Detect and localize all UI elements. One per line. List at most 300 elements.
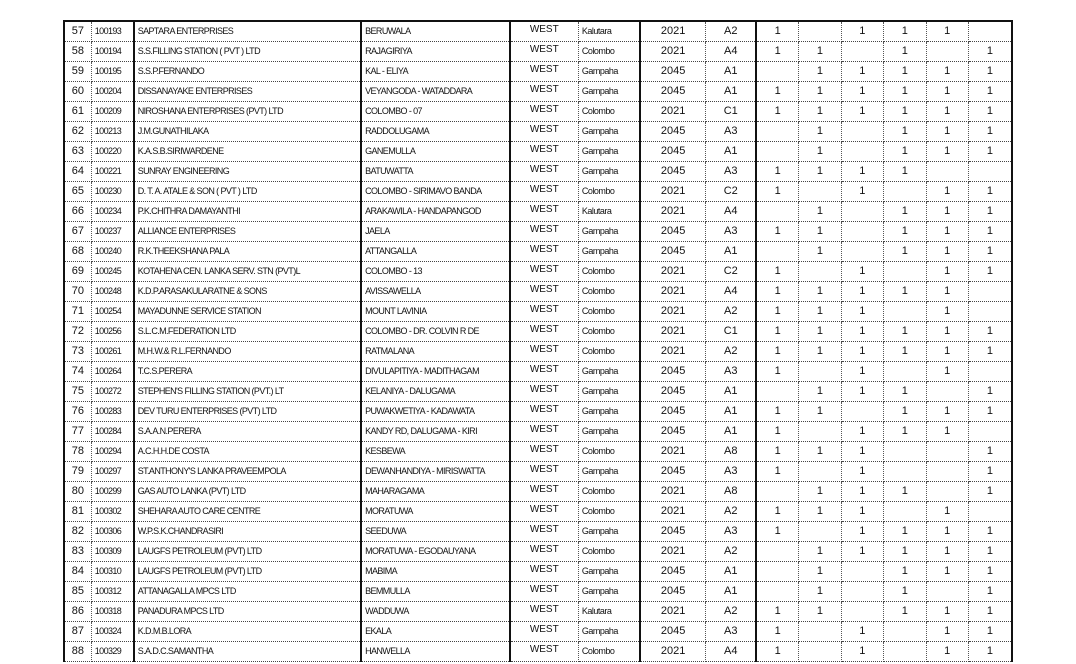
flag-cell-2: 1 <box>799 382 841 402</box>
flag-cell-2: 1 <box>799 562 841 582</box>
dealer-name-cell: W.P.S.K.CHANDRASIRI <box>134 522 361 542</box>
flag-cell-3: 1 <box>841 462 883 482</box>
category-cell: A1 <box>706 242 757 262</box>
flag-cell-5: 1 <box>926 142 968 162</box>
category-cell: C1 <box>706 102 757 122</box>
flag-cell-6: 1 <box>968 262 1012 282</box>
flag-cell-1 <box>756 242 798 262</box>
year-cell: 2021 <box>640 322 706 342</box>
row-number-cell: 62 <box>64 122 91 142</box>
table-row <box>64 122 1012 142</box>
row-number-cell: 69 <box>64 262 91 282</box>
flag-cell-6: 1 <box>968 442 1012 462</box>
table-row <box>64 242 1012 262</box>
row-number-cell: 80 <box>64 482 91 502</box>
district-cell: Gampaha <box>578 242 640 262</box>
row-number-cell: 78 <box>64 442 91 462</box>
year-cell: 2045 <box>640 402 706 422</box>
dealer-name-cell: ALLIANCE ENTERPRISES <box>134 222 361 242</box>
address-cell: BEMMULLA <box>361 582 510 602</box>
flag-cell-3: 1 <box>841 162 883 182</box>
category-cell: C1 <box>706 322 757 342</box>
category-cell: A4 <box>706 202 757 222</box>
flag-cell-5 <box>926 162 968 182</box>
flag-cell-5 <box>926 442 968 462</box>
station-code-cell: 100329 <box>91 642 133 662</box>
flag-cell-6: 1 <box>968 142 1012 162</box>
category-cell: C2 <box>706 262 757 282</box>
dealer-name-cell: D. T. A. ATALE & SON ( PVT ) LTD <box>134 182 361 202</box>
category-cell: A3 <box>706 462 757 482</box>
flag-cell-2 <box>799 182 841 202</box>
district-cell: Kalutara <box>578 602 640 622</box>
table-body <box>64 21 1012 662</box>
flag-cell-1: 1 <box>756 322 798 342</box>
row-number-cell: 84 <box>64 562 91 582</box>
flag-cell-2: 1 <box>799 82 841 102</box>
flag-cell-3 <box>841 222 883 242</box>
flag-cell-2: 1 <box>799 482 841 502</box>
province-cell: WEST <box>510 122 579 142</box>
flag-cell-1 <box>756 562 798 582</box>
dealer-name-cell: NIROSHANA ENTERPRISES (PVT) LTD <box>134 102 361 122</box>
district-cell: Gampaha <box>578 222 640 242</box>
category-cell: A2 <box>706 502 757 522</box>
flag-cell-5: 1 <box>926 222 968 242</box>
flag-cell-4: 1 <box>884 342 926 362</box>
province-cell: WEST <box>510 182 579 202</box>
row-number-cell: 72 <box>64 322 91 342</box>
station-code-cell: 100264 <box>91 362 133 382</box>
province-cell: WEST <box>510 302 579 322</box>
flag-cell-1: 1 <box>756 162 798 182</box>
flag-cell-3 <box>841 202 883 222</box>
flag-cell-3 <box>841 562 883 582</box>
flag-cell-3 <box>841 582 883 602</box>
category-cell: A1 <box>706 582 757 602</box>
flag-cell-3: 1 <box>841 362 883 382</box>
year-cell: 2021 <box>640 262 706 282</box>
flag-cell-3: 1 <box>841 642 883 662</box>
address-cell: MAHARAGAMA <box>361 482 510 502</box>
year-cell: 2045 <box>640 562 706 582</box>
year-cell: 2021 <box>640 542 706 562</box>
station-code-cell: 100254 <box>91 302 133 322</box>
table-row <box>64 542 1012 562</box>
flag-cell-4: 1 <box>884 422 926 442</box>
station-code-cell: 100245 <box>91 262 133 282</box>
station-code-cell: 100324 <box>91 622 133 642</box>
flag-cell-6 <box>968 302 1012 322</box>
address-cell: KANDY RD, DALUGAMA - KIRI <box>361 422 510 442</box>
flag-cell-5: 1 <box>926 102 968 122</box>
row-number-cell: 88 <box>64 642 91 662</box>
flag-cell-1: 1 <box>756 442 798 462</box>
flag-cell-4: 1 <box>884 162 926 182</box>
address-cell: WADDUWA <box>361 602 510 622</box>
table-row <box>64 322 1012 342</box>
year-cell: 2045 <box>640 222 706 242</box>
province-cell: WEST <box>510 502 579 522</box>
flag-cell-5: 1 <box>926 282 968 302</box>
flag-cell-3: 1 <box>841 622 883 642</box>
flag-cell-5: 1 <box>926 242 968 262</box>
station-register-table <box>63 20 1013 662</box>
flag-cell-5: 1 <box>926 262 968 282</box>
table-row <box>64 442 1012 462</box>
station-code-cell: 100248 <box>91 282 133 302</box>
address-cell: RATMALANA <box>361 342 510 362</box>
row-number-cell: 77 <box>64 422 91 442</box>
flag-cell-4 <box>884 442 926 462</box>
row-number-cell: 66 <box>64 202 91 222</box>
flag-cell-3: 1 <box>841 262 883 282</box>
year-cell: 2021 <box>640 342 706 362</box>
category-cell: A1 <box>706 82 757 102</box>
dealer-name-cell: M.H.W.& R.L.FERNANDO <box>134 342 361 362</box>
year-cell: 2021 <box>640 482 706 502</box>
dealer-name-cell: P.K.CHITHRA DAMAYANTHI <box>134 202 361 222</box>
flag-cell-4: 1 <box>884 102 926 122</box>
province-cell: WEST <box>510 482 579 502</box>
flag-cell-6 <box>968 422 1012 442</box>
year-cell: 2045 <box>640 242 706 262</box>
flag-cell-6: 1 <box>968 182 1012 202</box>
province-cell: WEST <box>510 202 579 222</box>
row-number-cell: 70 <box>64 282 91 302</box>
flag-cell-2: 1 <box>799 42 841 62</box>
flag-cell-3: 1 <box>841 522 883 542</box>
flag-cell-2: 1 <box>799 102 841 122</box>
flag-cell-2: 1 <box>799 122 841 142</box>
flag-cell-1: 1 <box>756 222 798 242</box>
table-row <box>64 82 1012 102</box>
station-code-cell: 100299 <box>91 482 133 502</box>
flag-cell-3 <box>841 402 883 422</box>
flag-cell-6: 1 <box>968 122 1012 142</box>
province-cell: WEST <box>510 522 579 542</box>
flag-cell-1 <box>756 62 798 82</box>
dealer-name-cell: A.C.H.H.DE COSTA <box>134 442 361 462</box>
flag-cell-5: 1 <box>926 542 968 562</box>
table-row <box>64 362 1012 382</box>
address-cell: DIVULAPITIYA - MADITHAGAM <box>361 362 510 382</box>
category-cell: A1 <box>706 562 757 582</box>
flag-cell-2: 1 <box>799 282 841 302</box>
station-code-cell: 100261 <box>91 342 133 362</box>
station-code-cell: 100309 <box>91 542 133 562</box>
flag-cell-3: 1 <box>841 342 883 362</box>
year-cell: 2021 <box>640 642 706 662</box>
dealer-name-cell: K.D.P.ARASAKULARATNE & SONS <box>134 282 361 302</box>
flag-cell-4 <box>884 362 926 382</box>
flag-cell-4: 1 <box>884 602 926 622</box>
row-number-cell: 87 <box>64 622 91 642</box>
flag-cell-2: 1 <box>799 502 841 522</box>
flag-cell-4: 1 <box>884 382 926 402</box>
station-code-cell: 100230 <box>91 182 133 202</box>
station-code-cell: 100312 <box>91 582 133 602</box>
flag-cell-5: 1 <box>926 342 968 362</box>
province-cell: WEST <box>510 102 579 122</box>
dealer-name-cell: J.M.GUNATHILAKA <box>134 122 361 142</box>
category-cell: A3 <box>706 222 757 242</box>
district-cell: Colombo <box>578 102 640 122</box>
station-code-cell: 100310 <box>91 562 133 582</box>
flag-cell-2: 1 <box>799 162 841 182</box>
flag-cell-1: 1 <box>756 342 798 362</box>
flag-cell-4: 1 <box>884 542 926 562</box>
year-cell: 2045 <box>640 462 706 482</box>
category-cell: A1 <box>706 62 757 82</box>
address-cell: MOUNT LAVINIA <box>361 302 510 322</box>
table-row <box>64 422 1012 442</box>
year-cell: 2045 <box>640 82 706 102</box>
category-cell: A1 <box>706 422 757 442</box>
station-code-cell: 100237 <box>91 222 133 242</box>
province-cell: WEST <box>510 382 579 402</box>
row-number-cell: 86 <box>64 602 91 622</box>
flag-cell-4: 1 <box>884 402 926 422</box>
flag-cell-6 <box>968 21 1012 42</box>
category-cell: A4 <box>706 42 757 62</box>
address-cell: KELANIYA - DALUGAMA <box>361 382 510 402</box>
province-cell: WEST <box>510 542 579 562</box>
flag-cell-3: 1 <box>841 21 883 42</box>
category-cell: A2 <box>706 542 757 562</box>
flag-cell-1: 1 <box>756 362 798 382</box>
year-cell: 2045 <box>640 422 706 442</box>
category-cell: A2 <box>706 21 757 42</box>
row-number-cell: 76 <box>64 402 91 422</box>
flag-cell-1 <box>756 142 798 162</box>
category-cell: A3 <box>706 362 757 382</box>
province-cell: WEST <box>510 142 579 162</box>
station-code-cell: 100213 <box>91 122 133 142</box>
station-code-cell: 100283 <box>91 402 133 422</box>
flag-cell-6: 1 <box>968 542 1012 562</box>
table-row <box>64 222 1012 242</box>
flag-cell-5: 1 <box>926 122 968 142</box>
category-cell: A4 <box>706 282 757 302</box>
flag-cell-5: 1 <box>926 502 968 522</box>
flag-cell-1: 1 <box>756 21 798 42</box>
flag-cell-1: 1 <box>756 522 798 542</box>
flag-cell-5: 1 <box>926 62 968 82</box>
district-cell: Colombo <box>578 282 640 302</box>
district-cell: Gampaha <box>578 422 640 442</box>
category-cell: A3 <box>706 522 757 542</box>
table-row <box>64 42 1012 62</box>
flag-cell-4: 1 <box>884 522 926 542</box>
dealer-name-cell: STEPHEN'S FILLING STATION (PVT.) LT <box>134 382 361 402</box>
address-cell: MABIMA <box>361 562 510 582</box>
dealer-name-cell: SHEHARA AUTO CARE CENTRE <box>134 502 361 522</box>
flag-cell-5 <box>926 462 968 482</box>
flag-cell-1: 1 <box>756 642 798 662</box>
table-row <box>64 602 1012 622</box>
province-cell: WEST <box>510 282 579 302</box>
table-row <box>64 202 1012 222</box>
station-code-cell: 100194 <box>91 42 133 62</box>
flag-cell-4: 1 <box>884 282 926 302</box>
province-cell: WEST <box>510 62 579 82</box>
flag-cell-5 <box>926 582 968 602</box>
flag-cell-4 <box>884 182 926 202</box>
category-cell: A3 <box>706 122 757 142</box>
table-row <box>64 282 1012 302</box>
flag-cell-3 <box>841 142 883 162</box>
dealer-name-cell: LAUGFS PETROLEUM (PVT) LTD <box>134 562 361 582</box>
flag-cell-2 <box>799 362 841 382</box>
year-cell: 2021 <box>640 282 706 302</box>
district-cell: Colombo <box>578 502 640 522</box>
flag-cell-5: 1 <box>926 642 968 662</box>
address-cell: PUWAKWETIYA - KADAWATA <box>361 402 510 422</box>
flag-cell-5: 1 <box>926 622 968 642</box>
province-cell: WEST <box>510 222 579 242</box>
province-cell: WEST <box>510 442 579 462</box>
row-number-cell: 73 <box>64 342 91 362</box>
province-cell: WEST <box>510 462 579 482</box>
table-row <box>64 142 1012 162</box>
flag-cell-5 <box>926 382 968 402</box>
flag-cell-4 <box>884 622 926 642</box>
year-cell: 2045 <box>640 62 706 82</box>
flag-cell-6: 1 <box>968 102 1012 122</box>
flag-cell-1 <box>756 382 798 402</box>
dealer-name-cell: S.L.C.M.FEDERATION LTD <box>134 322 361 342</box>
flag-cell-4: 1 <box>884 82 926 102</box>
row-number-cell: 67 <box>64 222 91 242</box>
dealer-name-cell: K.D.M.B.LORA <box>134 622 361 642</box>
flag-cell-3: 1 <box>841 182 883 202</box>
table-row <box>64 522 1012 542</box>
dealer-name-cell: S.A.D.C.SAMANTHA <box>134 642 361 662</box>
row-number-cell: 81 <box>64 502 91 522</box>
row-number-cell: 79 <box>64 462 91 482</box>
flag-cell-2: 1 <box>799 222 841 242</box>
year-cell: 2045 <box>640 622 706 642</box>
flag-cell-1: 1 <box>756 42 798 62</box>
table-row <box>64 562 1012 582</box>
province-cell: WEST <box>510 21 579 42</box>
district-cell: Gampaha <box>578 382 640 402</box>
dealer-name-cell: GAS AUTO LANKA (PVT) LTD <box>134 482 361 502</box>
station-code-cell: 100209 <box>91 102 133 122</box>
flag-cell-2: 1 <box>799 602 841 622</box>
district-cell: Gampaha <box>578 82 640 102</box>
row-number-cell: 68 <box>64 242 91 262</box>
category-cell: A4 <box>706 642 757 662</box>
row-number-cell: 82 <box>64 522 91 542</box>
flag-cell-1: 1 <box>756 182 798 202</box>
flag-cell-2: 1 <box>799 62 841 82</box>
flag-cell-4: 1 <box>884 222 926 242</box>
dealer-name-cell: SUNRAY ENGINEERING <box>134 162 361 182</box>
flag-cell-2 <box>799 422 841 442</box>
flag-cell-1 <box>756 542 798 562</box>
address-cell: COLOMBO - DR. COLVIN R DE <box>361 322 510 342</box>
station-code-cell: 100256 <box>91 322 133 342</box>
flag-cell-3: 1 <box>841 82 883 102</box>
table-row <box>64 382 1012 402</box>
flag-cell-3 <box>841 242 883 262</box>
category-cell: A1 <box>706 402 757 422</box>
dealer-name-cell: MAYADUNNE SERVICE STATION <box>134 302 361 322</box>
district-cell: Colombo <box>578 482 640 502</box>
flag-cell-2 <box>799 622 841 642</box>
flag-cell-6: 1 <box>968 642 1012 662</box>
category-cell: A8 <box>706 482 757 502</box>
flag-cell-4 <box>884 502 926 522</box>
station-code-cell: 100220 <box>91 142 133 162</box>
address-cell: BERUWALA <box>361 21 510 42</box>
address-cell: COLOMBO - SIRIMAVO BANDA <box>361 182 510 202</box>
district-cell: Gampaha <box>578 142 640 162</box>
table-row <box>64 342 1012 362</box>
flag-cell-5 <box>926 42 968 62</box>
row-number-cell: 58 <box>64 42 91 62</box>
province-cell: WEST <box>510 362 579 382</box>
flag-cell-3: 1 <box>841 542 883 562</box>
flag-cell-2: 1 <box>799 142 841 162</box>
flag-cell-6: 1 <box>968 222 1012 242</box>
year-cell: 2045 <box>640 162 706 182</box>
flag-cell-3: 1 <box>841 422 883 442</box>
dealer-name-cell: S.S.P.FERNANDO <box>134 62 361 82</box>
category-cell: A2 <box>706 602 757 622</box>
address-cell: MORATUWA <box>361 502 510 522</box>
district-cell: Colombo <box>578 182 640 202</box>
flag-cell-5: 1 <box>926 82 968 102</box>
row-number-cell: 83 <box>64 542 91 562</box>
province-cell: WEST <box>510 622 579 642</box>
district-cell: Kalutara <box>578 21 640 42</box>
flag-cell-6: 1 <box>968 462 1012 482</box>
district-cell: Gampaha <box>578 362 640 382</box>
flag-cell-4: 1 <box>884 21 926 42</box>
flag-cell-2 <box>799 462 841 482</box>
district-cell: Gampaha <box>578 62 640 82</box>
dealer-name-cell: DEV TURU ENTERPRISES (PVT) LTD <box>134 402 361 422</box>
dealer-name-cell: LAUGFS PETROLEUM (PVT) LTD <box>134 542 361 562</box>
district-cell: Colombo <box>578 542 640 562</box>
address-cell: EKALA <box>361 622 510 642</box>
dealer-name-cell: ST.ANTHONY'S LANKA PRAVEEMPOLA <box>134 462 361 482</box>
district-cell: Kalutara <box>578 202 640 222</box>
station-code-cell: 100221 <box>91 162 133 182</box>
flag-cell-1: 1 <box>756 602 798 622</box>
flag-cell-6: 1 <box>968 582 1012 602</box>
flag-cell-1: 1 <box>756 422 798 442</box>
flag-cell-2: 1 <box>799 442 841 462</box>
table-row <box>64 182 1012 202</box>
row-number-cell: 61 <box>64 102 91 122</box>
flag-cell-1: 1 <box>756 102 798 122</box>
row-number-cell: 60 <box>64 82 91 102</box>
flag-cell-1: 1 <box>756 402 798 422</box>
flag-cell-3: 1 <box>841 102 883 122</box>
flag-cell-3: 1 <box>841 322 883 342</box>
year-cell: 2045 <box>640 362 706 382</box>
district-cell: Colombo <box>578 302 640 322</box>
flag-cell-3: 1 <box>841 502 883 522</box>
table-row <box>64 62 1012 82</box>
flag-cell-6: 1 <box>968 82 1012 102</box>
flag-cell-4: 1 <box>884 202 926 222</box>
flag-cell-3: 1 <box>841 62 883 82</box>
